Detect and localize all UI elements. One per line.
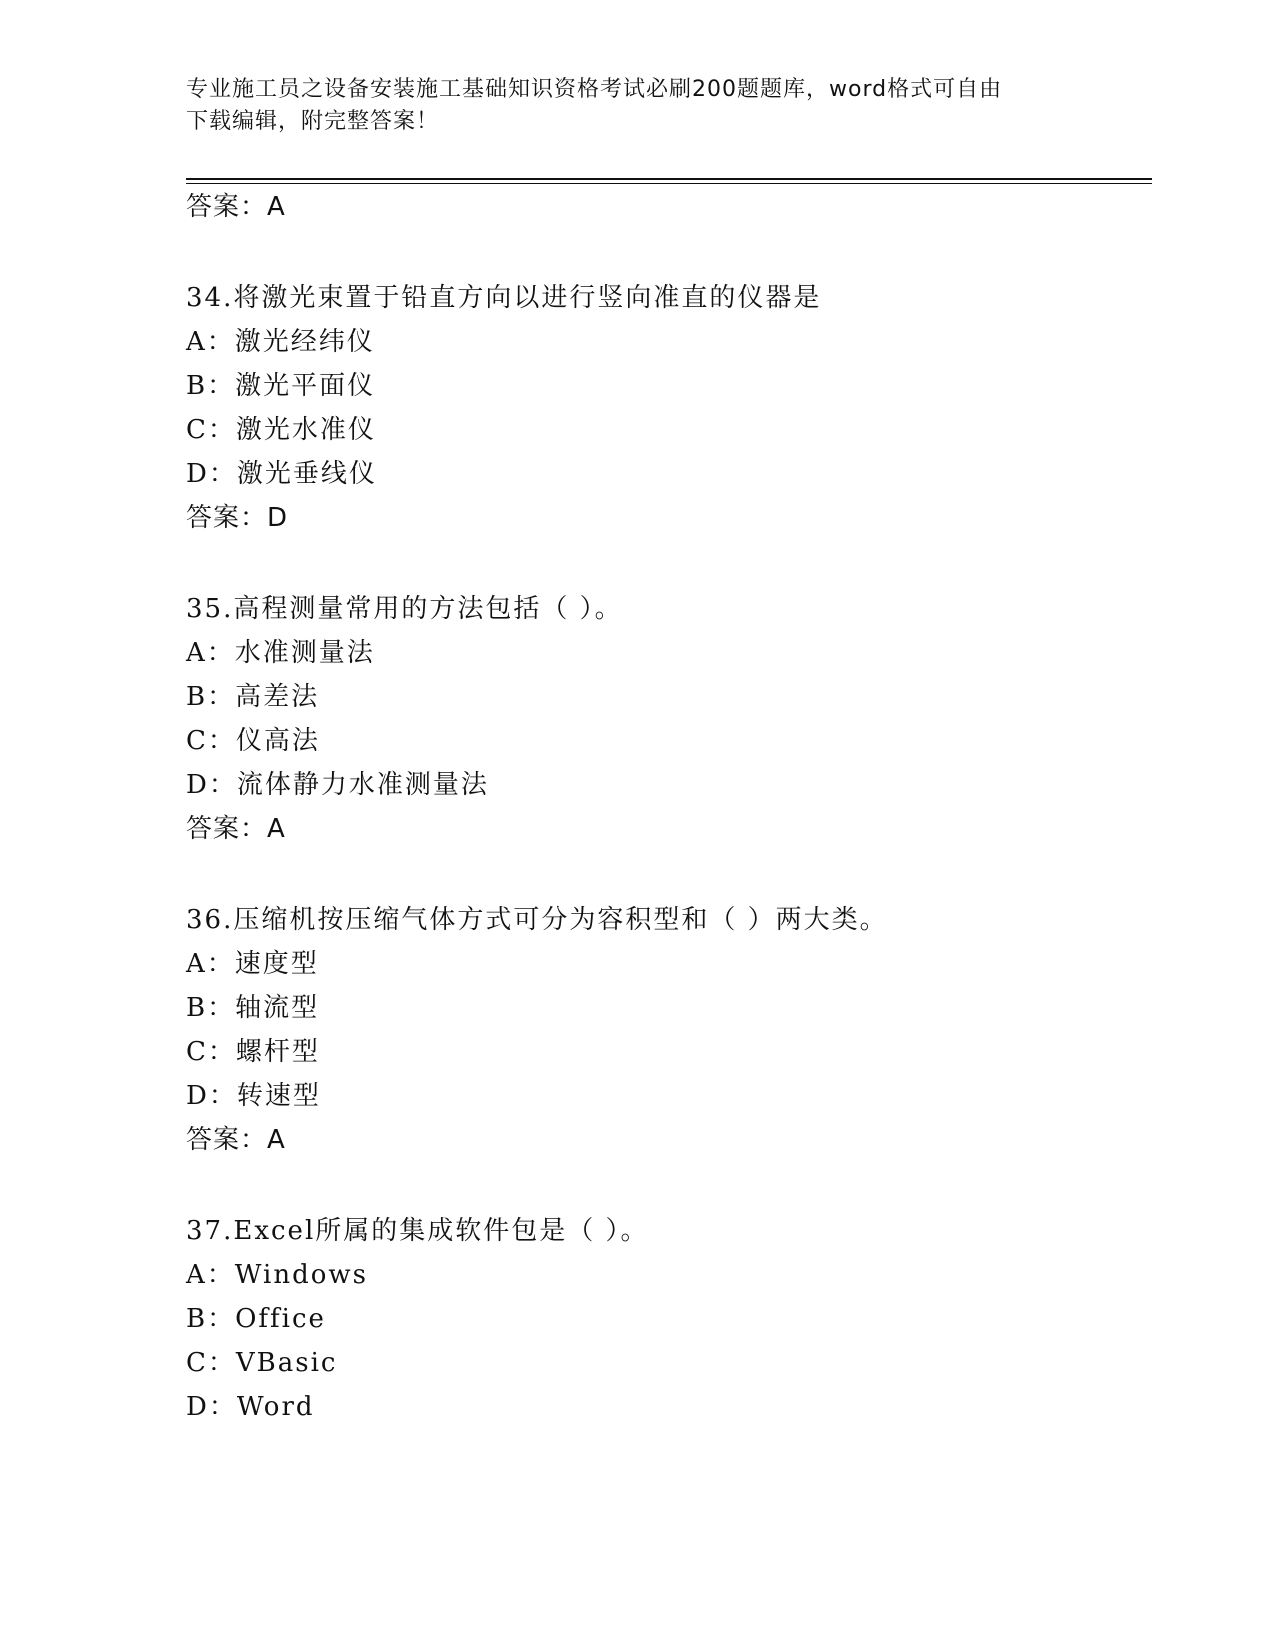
option-b: B：激光平面仪	[186, 371, 376, 401]
option-c: C：VBasic	[186, 1348, 338, 1378]
option-a: A：Windows	[186, 1260, 368, 1290]
option-a: A：水准测量法	[186, 638, 375, 668]
header-line-2: 下载编辑，附完整答案！	[186, 109, 440, 134]
document-header	[186, 74, 1086, 138]
option-c: C：激光水准仪	[186, 415, 376, 445]
header-line-1: 专业施工员之设备安装施工基础知识资格考试必刷200题题库，word格式可自由	[186, 77, 1003, 102]
option-b: B：高差法	[186, 682, 320, 712]
option-b: B：Office	[186, 1304, 326, 1334]
answer: 答案：D	[186, 503, 289, 533]
answer: 答案：A	[186, 814, 286, 844]
question-stem: 36.压缩机按压缩气体方式可分为容积型和（ ）两大类。	[186, 905, 888, 935]
question-stem: 34.将激光束置于铅直方向以进行竖向准直的仪器是	[186, 283, 822, 313]
option-d: D：流体静力水准测量法	[186, 770, 489, 800]
option-b: B：轴流型	[186, 993, 320, 1023]
answer: 答案：A	[186, 1125, 286, 1155]
option-c: C：仪高法	[186, 726, 320, 756]
option-a: A：激光经纬仪	[186, 327, 375, 357]
header-divider-thin	[186, 183, 1152, 184]
option-c: C：螺杆型	[186, 1037, 320, 1067]
question-stem: 35.高程测量常用的方法包括（ ）。	[186, 594, 623, 624]
option-d: D：激光垂线仪	[186, 459, 377, 489]
previous-answer: 答案：A	[186, 192, 286, 222]
option-d: D：Word	[186, 1392, 315, 1422]
option-d: D：转速型	[186, 1081, 321, 1111]
header-divider-thick	[186, 178, 1152, 180]
question-stem: 37.Excel所属的集成软件包是（ ）。	[186, 1216, 649, 1246]
option-a: A：速度型	[186, 949, 319, 979]
